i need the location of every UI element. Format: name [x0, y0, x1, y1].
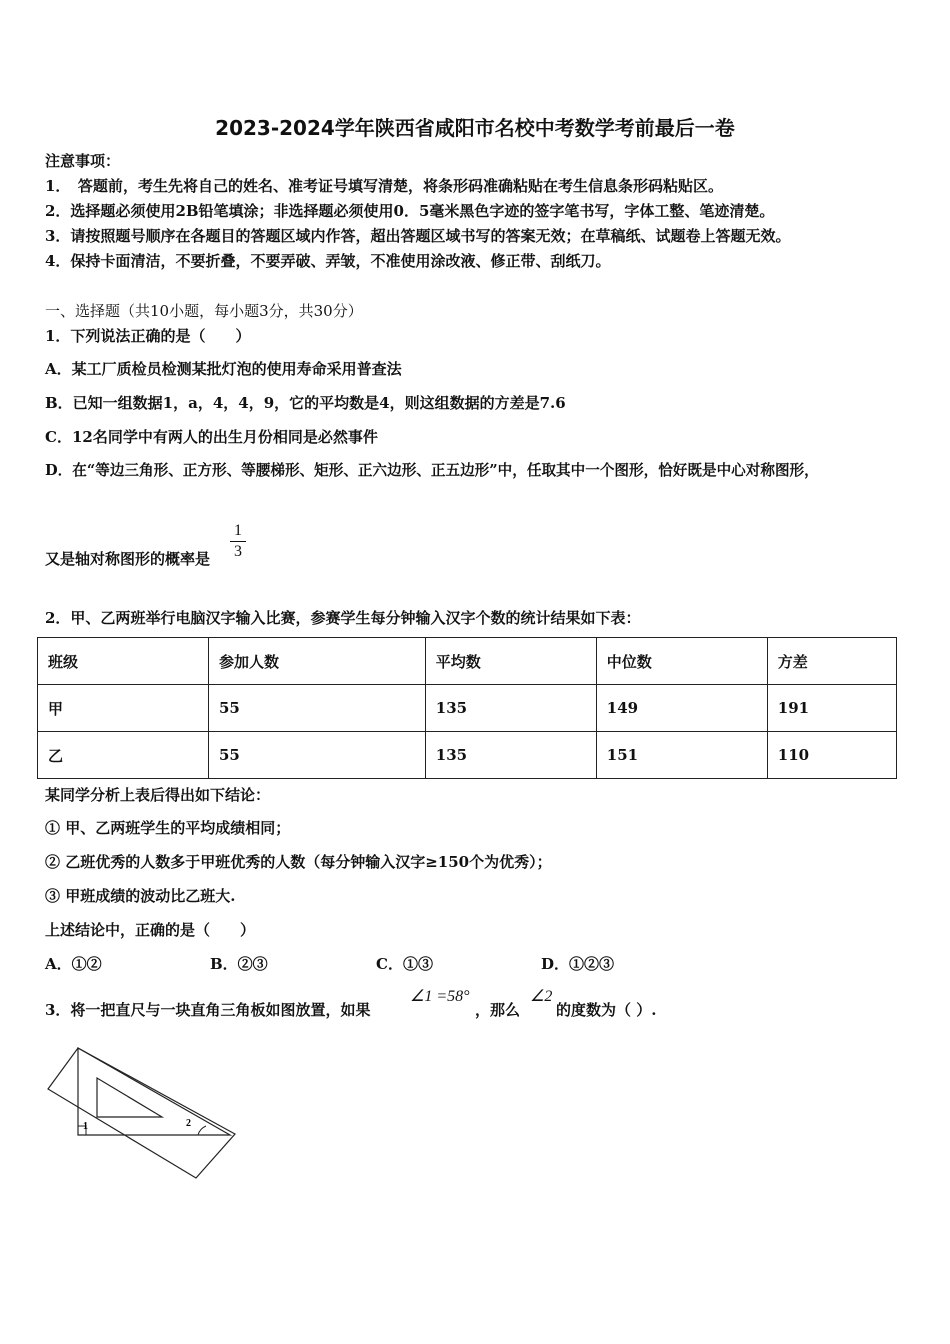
notice-item-2: 2．选择题必须使用2B铅笔填涂；非选择题必须使用0．5毫米黑色字迹的签字笔书写，字体工整、笔迹清楚。 [45, 202, 775, 220]
q1-stem: 1．下列说法正确的是（ ） [45, 327, 251, 345]
table-cell: 甲 [38, 685, 209, 732]
table-row [38, 732, 897, 779]
q1-fraction [230, 522, 246, 561]
notice-item-1: 1． 答题前，考生先将自己的姓名、准考证号填写清楚，将条形码准确粘贴在考生信息条形码粘贴区。 [45, 177, 723, 195]
triangle-inner [97, 1078, 162, 1117]
fraction-denominator: 3 [234, 543, 242, 560]
table-cell: 135 [425, 732, 596, 779]
table-header-cell: 平均数 [425, 638, 596, 685]
ruler-shape [48, 1048, 235, 1178]
notice-heading: 注意事项： [45, 152, 121, 170]
angle-2-label: 2 [186, 1118, 191, 1129]
table-cell: 110 [767, 732, 896, 779]
table-header-cell: 中位数 [596, 638, 767, 685]
q1-option-d-line2: 又是轴对称图形的概率是 [45, 550, 211, 568]
fraction-numerator: 1 [234, 522, 242, 539]
q3-stem-part1: 3．将一把直尺与一块直角三角板如图放置，如果 [45, 1001, 371, 1019]
q3-stem-part3: 的度数为（ ）. [556, 1001, 657, 1019]
q1-option-b: B．已知一组数据1，a，4，4，9，它的平均数是4，则这组数据的方差是7.6 [45, 394, 566, 412]
table-cell: 55 [209, 685, 426, 732]
q2-ask: 上述结论中，正确的是（ ） [45, 921, 256, 939]
table-cell: 191 [767, 685, 896, 732]
q1-option-c: C．12名同学中有两人的出生月份相同是必然事件 [45, 428, 378, 446]
q1-option-a: A．某工厂质检员检测某批灯泡的使用寿命采用普查法 [45, 360, 402, 378]
table-header-cell: 参加人数 [209, 638, 426, 685]
q2-conclusion-1: ① 甲、乙两班学生的平均成绩相同； [45, 819, 291, 837]
table-header-cell: 方差 [767, 638, 896, 685]
section-heading: 一、选择题（共10小题，每小题3分，共30分） [45, 302, 363, 320]
q2-conclusion-3: ③ 甲班成绩的波动比乙班大. [45, 887, 236, 905]
q2-option-d: D．①②③ [541, 955, 615, 973]
q2-option-c: C．①③ [376, 955, 433, 973]
table-cell: 135 [425, 685, 596, 732]
q3-angle-2: ∠2 [530, 988, 553, 1005]
table-header-cell: 班级 [38, 638, 209, 685]
page-title: 2023-2024学年陕西省咸阳市名校中考数学考前最后一卷 [215, 116, 735, 140]
q2-stem: 2．甲、乙两班举行电脑汉字输入比赛，参赛学生每分钟输入汉字个数的统计结果如下表： [45, 609, 641, 627]
table-cell: 151 [596, 732, 767, 779]
notice-item-3: 3．请按照题号顺序在各题目的答题区域内作答，超出答题区域书写的答案无效；在草稿纸、试题卷上答题无效。 [45, 227, 791, 245]
table-cell: 149 [596, 685, 767, 732]
q2-option-a: A．①② [45, 955, 102, 973]
table-cell: 55 [209, 732, 426, 779]
q2-conclusion-2: ② 乙班优秀的人数多于甲班优秀的人数（每分钟输入汉字≥150个为优秀）； [45, 853, 552, 871]
q3-angle-1: ∠1 =58° [410, 988, 470, 1005]
table-header-row [38, 638, 897, 685]
q3-stem-part2: ，那么 [475, 1001, 521, 1019]
angle-1-label: 1 [83, 1121, 88, 1132]
q2-intro: 某同学分析上表后得出如下结论： [45, 786, 271, 804]
stats-table [37, 637, 897, 779]
triangle-outer [78, 1048, 230, 1135]
q1-option-d-line1: D．在“等边三角形、正方形、等腰梯形、矩形、正六边形、正五边形”中，任取其中一个图形，恰好既是中心对称图形， [45, 462, 819, 479]
table-row [38, 685, 897, 732]
notice-item-4: 4．保持卡面清洁，不要折叠，不要弄破、弄皱，不准使用涂改液、修正带、刮纸刀。 [45, 252, 611, 270]
q2-option-b: B．②③ [210, 955, 268, 973]
ruler-triangle-figure [40, 1040, 240, 1185]
table-cell: 乙 [38, 732, 209, 779]
